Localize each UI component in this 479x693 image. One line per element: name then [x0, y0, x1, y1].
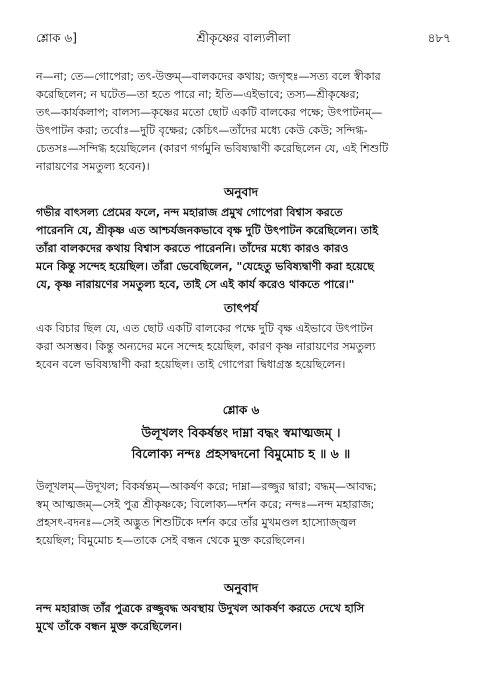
verse-line: উলূখলং বিকর্ষন্তং দাম্না বদ্ধং স্বমাত্মজম্ ।: [141, 425, 341, 440]
synonym-line: হয়েছিল; বিমুমোচ হ—তাকে সেই বন্ধন থেকে মুক্ত করেছিলেন।: [36, 534, 305, 547]
synonyms-bottom: [36, 478, 446, 550]
translation-line: পারেননি যে, শ্রীকৃষ্ণ এত আশ্চর্যজনকভাবে বৃক্ষ দুটি উৎপাটন করেছিলেন। তাই: [36, 224, 378, 237]
purport-line: করা অসম্ভব। কিন্তু অন্যদের মনে সন্দেহ হয়েছিল, কারণ কৃষ্ণ নারায়ণের সমতুল্য: [36, 340, 376, 353]
synonym-line: তৎ—কার্যকলাপ; বালস্য—কৃষ্ণের মতো ছোট একটি বালকের পক্ষে; উৎপাটনম্—: [36, 106, 383, 119]
page-header: [36, 30, 451, 50]
synonyms-top: [36, 68, 446, 176]
verse-line: বিলোক্য নন্দঃ প্রহসদ্বদনো বিমুমোচ হ ॥ ৬ ॥: [131, 446, 351, 461]
purport: [36, 320, 446, 374]
translation-1: [36, 204, 446, 294]
synonym-line: উলূখলম্—উদূখল; বিকর্ষন্তম্—আকর্ষণ করে; দাম্না—রজ্জুর দ্বারা; বদ্ধম্—আবদ্ধ;: [36, 480, 377, 493]
translation-line: গভীর বাৎসল্য প্রেমের ফলে, নন্দ মহারাজ প্রমুখ গোপেরা বিশ্বাস করতে: [36, 206, 343, 219]
purport-line: এক বিচার ছিল যে, এত ছোট একটি বালকের পক্ষে দুটি বৃক্ষ এইভাবে উৎপাটন: [36, 322, 374, 335]
translation-line: যে, কৃষ্ণ নারায়ণের সমতুল্য হবে, তাই সে এই কার্য করেও থাকতে পারে।": [36, 278, 355, 291]
header-verse-ref: শ্লোক ৬]: [36, 31, 77, 45]
translation-line: মনে কিন্তু সন্দেহ হয়েছিল। তাঁরা ভেবেছিলেন, "যেহেতু ভবিষ্যদ্বাণী করা হয়েছে: [36, 260, 374, 273]
translation-heading-1: অনুবাদ: [223, 185, 259, 199]
synonym-line: স্বম্ আত্মজম্—সেই পুত্র শ্রীকৃষ্ণকে; বিলোক্য—দর্শন করে; নন্দঃ—নন্দ মহারাজ;: [36, 498, 375, 511]
synonym-line: করেছিলেন; ন ঘটেত—তা হতে পারে না; ইতি—এইভাবে; তস্য—শ্রীকৃষ্ণের;: [36, 88, 360, 101]
translation-2: [36, 600, 446, 636]
synonym-line: ন—না; তে—গোপেরা; তৎ-উক্তম্—বালকদের কথায়; জগৃহুঃ—সত্য বলে স্বীকার: [36, 70, 381, 83]
translation-line: মুখে তাঁকে বন্ধন মুক্ত করেছিলেন।: [36, 620, 182, 633]
translation-line: নন্দ মহারাজ তাঁর পুত্রকে রজ্জুবদ্ধ অবস্থায় উদুখল আকর্ষণ করতে দেখে হাসি: [36, 602, 365, 615]
purport-line: হবেন বলে ভবিষ্যদ্বাণী করা হয়েছিল। তাই গোপেরা দ্বিধাগ্রস্ত হয়েছিলেন।: [36, 358, 346, 371]
header-page-number: ৪৮৭: [427, 31, 451, 45]
verse-text: [36, 422, 446, 464]
synonym-line: প্রহসৎ-বদনঃ—সেই অদ্ভুত শিশুটিকে দর্শন করে তাঁর মুখমণ্ডল হাস্যোজ্জ্বল: [36, 516, 357, 529]
translation-line: তাঁরা বালকদের কথায় বিশ্বাস করতে পারেননি। তাঁদের মধ্যে কারও কারও: [36, 242, 349, 255]
synonym-line: নারায়ণের সমতুল্য হবেন)।: [36, 160, 150, 173]
verse-heading: শ্লোক ৬: [222, 403, 260, 417]
translation-heading-2: অনুবাদ: [223, 581, 259, 595]
synonym-line: উৎপাটন করা; তর্বোঃ—দুটি বৃক্ষের; কেচিৎ—তাঁদের মধ্যে কেউ কেউ; সন্দিগ্ধ-: [36, 124, 368, 137]
header-chapter-title: শ্রীকৃষ্ণের বাল্যলীলা: [196, 31, 291, 45]
synonym-line: চেতসঃ—সন্দিগ্ধ হয়েছিলেন (কারণ গর্গমুনি ভবিষ্যদ্বাণী করেছিলেন যে, এই শিশুটি: [36, 142, 389, 155]
purport-heading: তাৎপর্য: [224, 301, 258, 315]
